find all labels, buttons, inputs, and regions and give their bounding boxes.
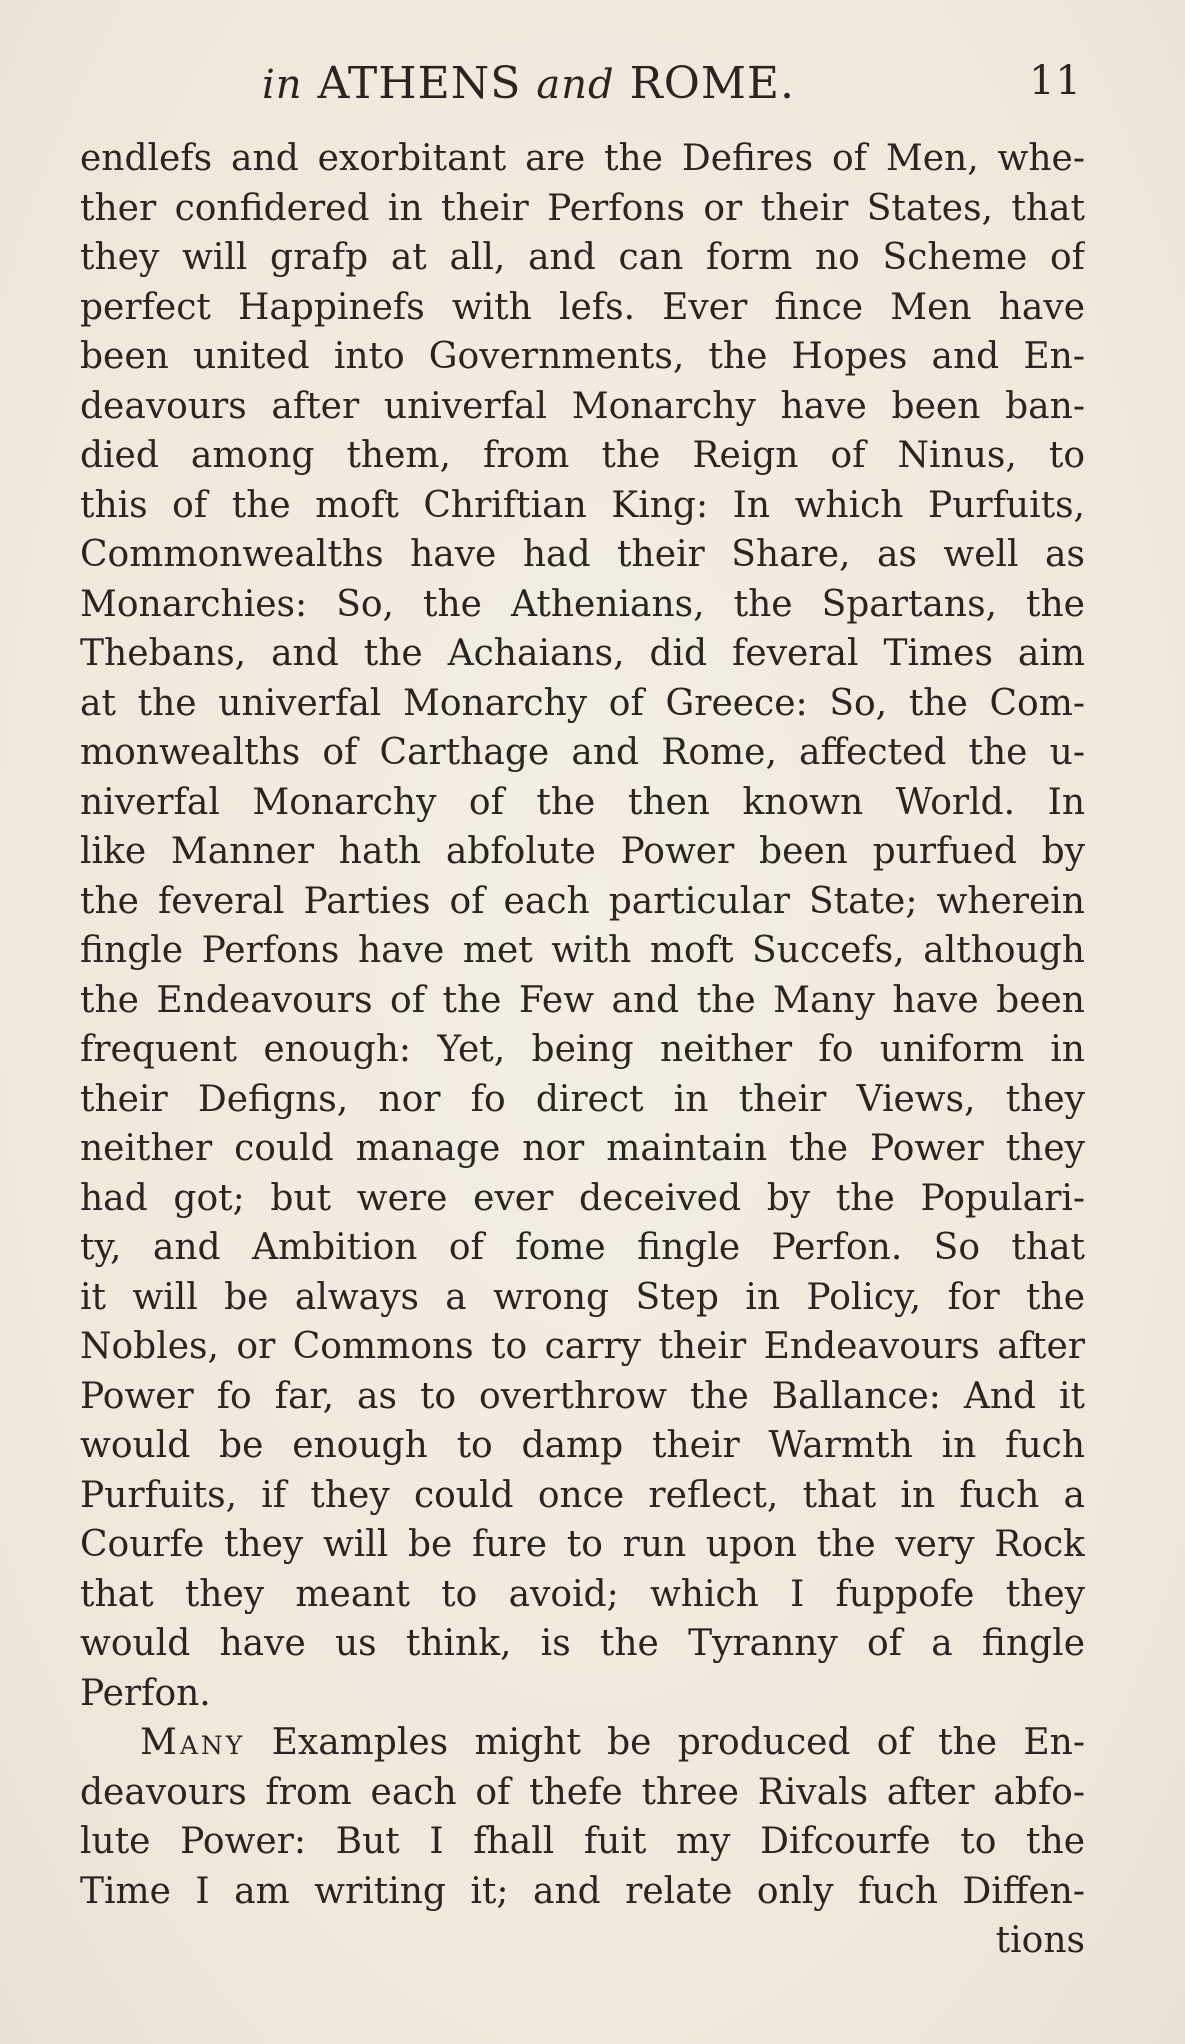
text-line: deavours from each of thefe three Rivals after abfo- [80, 1771, 1085, 1813]
text-line: they will grafp at all, and can form no Scheme of [80, 237, 1085, 278]
running-head-word-rome: ROME. [629, 58, 795, 109]
paragraph-opening-line [80, 1718, 1085, 1768]
text-line: their Defigns, nor fo direct in their Views, they [80, 1078, 1085, 1120]
text-line: had got; but were ever deceived by the Populari- [80, 1177, 1085, 1219]
text-line: ther confidered in their Perfons or their States, that [80, 187, 1085, 229]
text-line: Nobles, or Commons to carry their Endeavours after [80, 1326, 1085, 1367]
text-line: been united into Governments, the Hopes and En- [80, 336, 1085, 377]
text-line: Monarchies: So, the Athenians, the Spartans, the [80, 583, 1085, 625]
text-line: lute Power: But I fhall fuit my Difcourfe to the [80, 1821, 1085, 1862]
text-line: frequent enough: Yet, being neither fo uniform in [80, 1029, 1085, 1070]
running-header [262, 58, 1082, 118]
text-line: deavours after univerfal Monarchy have been ban- [80, 385, 1085, 427]
text-line: neither could manage nor maintain the Power they [80, 1128, 1085, 1169]
running-head-word-and: and [536, 62, 615, 108]
text-line: the Endeavours of the Few and the Many have been [80, 979, 1085, 1021]
text-line: it will be always a wrong Step in Policy, for the [80, 1276, 1085, 1318]
running-head-title [262, 58, 795, 109]
text-line: Courfe they will be fure to run upon the very Rock [80, 1524, 1085, 1565]
text-line: at the univerfal Monarchy of Greece: So, the Com- [80, 682, 1085, 724]
text-line: monwealths of Carthage and Rome, affected the u- [80, 732, 1085, 773]
text-line: Commonwealths have had their Share, as well as [80, 534, 1085, 575]
text-line: endlefs and exorbitant are the Defires of Men, whe- [80, 138, 1085, 179]
text-line: would have us think, is the Tyranny of a fingle [80, 1623, 1085, 1664]
text-line: would be enough to damp their Warmth in fuch [80, 1425, 1085, 1466]
text-line: ty, and Ambition of fome fingle Perfon. So that [80, 1227, 1085, 1268]
text-line: Power fo far, as to overthrow the Ballance: And it [80, 1375, 1085, 1417]
text-line: Time I am writing it; and relate only fuch Diffen- [80, 1870, 1085, 1912]
text-line: the feveral Parties of each particular State; wherein [80, 880, 1085, 922]
text-line-rest: Examples might be produced of the En- [271, 1722, 1085, 1763]
text-line: perfect Happinefs with lefs. Ever fince Men have [80, 286, 1085, 328]
text-line: Perfon. [80, 1672, 211, 1714]
text-line: this of the moft Chriftian King: In which Purfuits, [80, 484, 1085, 526]
text-line: that they meant to avoid; which I fuppofe they [80, 1573, 1085, 1615]
body-text [80, 134, 1085, 1966]
paragraph-lead-word: Many [140, 1722, 246, 1763]
text-line: Thebans, and the Achaians, did feveral Times aim [80, 633, 1085, 674]
text-line: died among them, from the Reign of Ninus, to [80, 435, 1085, 476]
catchword: tions [995, 1920, 1085, 1961]
running-head-word-in: in [262, 62, 303, 108]
running-head-word-athens: ATHENS [317, 58, 522, 109]
text-line: like Manner hath abfolute Power been purfued by [80, 831, 1085, 872]
text-line: niverfal Monarchy of the then known World. In [80, 781, 1085, 823]
text-line: Purfuits, if they could once reflect, that in fuch a [80, 1474, 1085, 1516]
text-line: fingle Perfons have met with moft Succefs, although [80, 930, 1085, 971]
page-number: 11 [1029, 58, 1082, 104]
